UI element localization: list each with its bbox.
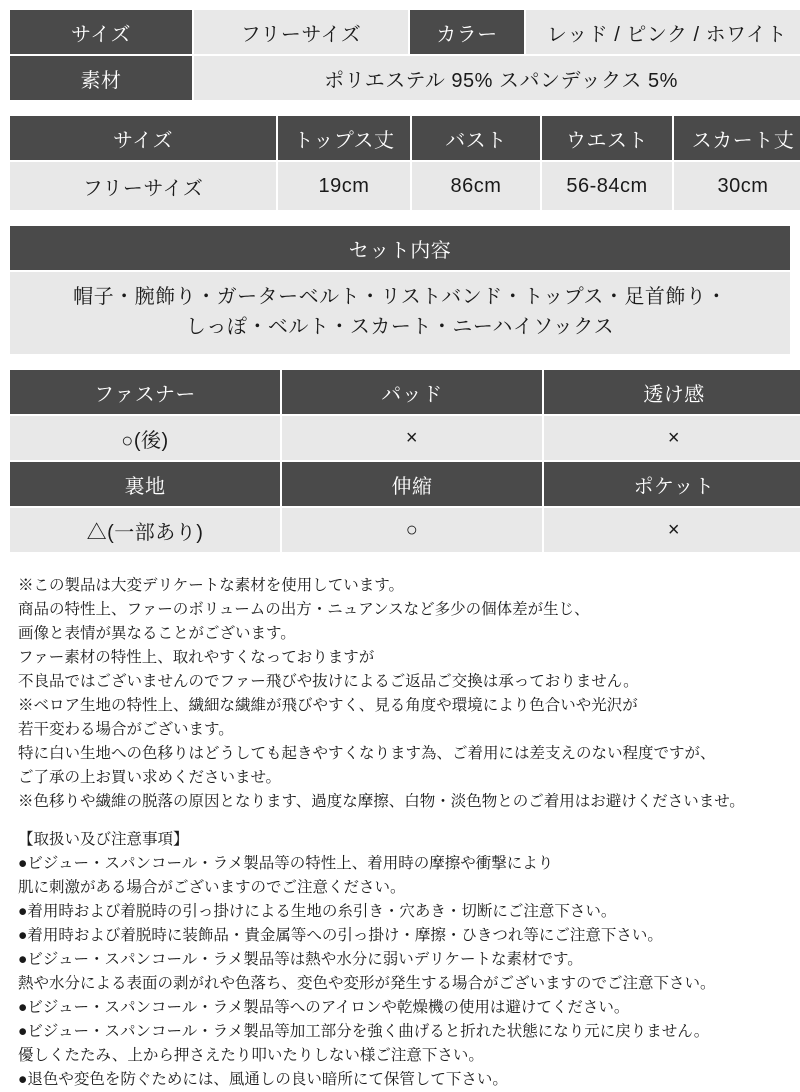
detail-header-zipper: ファスナー xyxy=(9,369,281,415)
size-header-bust: バスト xyxy=(411,115,541,161)
table-row xyxy=(9,161,800,211)
note-line: ●ビジュー・スパンコール・ラメ製品等へのアイロンや乾燥機の使用は避けてください。 xyxy=(18,999,630,1017)
detail-header-pocket: ポケット xyxy=(543,461,800,507)
size-table xyxy=(8,114,800,212)
note-line: ●着用時および着脱時の引っ掛けによる生地の糸引き・穴あき・切断にご注意下さい。 xyxy=(18,903,617,921)
note-line: 熱や水分による表面の剥がれや色落ち、変色や変形が発生する場合がございますのでご注意下さい。 xyxy=(18,975,716,993)
spec-value-size: フリーサイズ xyxy=(193,9,409,55)
detail-value-sheerness: × xyxy=(543,415,800,461)
detail-value-zipper: ○(後) xyxy=(9,415,281,461)
detail-table xyxy=(8,368,800,554)
size-header-waist: ウエスト xyxy=(541,115,673,161)
note-line: ●ビジュー・スパンコール・ラメ製品等加工部分を強く曲げると折れた状態になり元に戻りません。 xyxy=(18,1023,710,1041)
note-line: ●ビジュー・スパンコール・ラメ製品等は熱や水分に弱いデリケートな素材です。 xyxy=(18,951,583,969)
size-value-skirt-length: 30cm xyxy=(673,161,800,211)
spec-label-material: 素材 xyxy=(9,55,193,101)
detail-header-lining: 裏地 xyxy=(9,461,281,507)
size-value-bust: 86cm xyxy=(411,161,541,211)
size-value-waist: 56-84cm xyxy=(541,161,673,211)
detail-header-sheerness: 透け感 xyxy=(543,369,800,415)
table-row xyxy=(9,55,800,101)
note-line: ※この製品は大変デリケートな素材を使用しています。 xyxy=(18,577,404,594)
note-line: 不良品ではございませんのでファー飛びや抜けによるご返品ご交換は承っておりません。 xyxy=(18,673,639,691)
note-line: ご了承の上お買い求めくださいませ。 xyxy=(18,769,282,787)
size-value-tops-length: 19cm xyxy=(277,161,411,211)
note-line: ※色移りや繊維の脱落の原因となります、過度な摩擦、白物・淡色物とのご着用はお避けくださいませ。 xyxy=(18,793,745,811)
note-line: ●退色や変色を防ぐためには、風通しの良い暗所にて保管して下さい。 xyxy=(18,1071,508,1089)
detail-value-lining: △(一部あり) xyxy=(9,507,281,553)
table-header-row xyxy=(9,461,800,507)
size-header-skirt-length: スカート丈 xyxy=(673,115,800,161)
note-line: 若干変わる場合がございます。 xyxy=(18,721,234,739)
table-row xyxy=(9,507,800,553)
spec-value-color: レッド / ピンク / ホワイト xyxy=(525,9,800,55)
set-contents-body xyxy=(9,271,791,355)
note-line: ※ベロア生地の特性上、繊細な繊維が飛びやすく、見る角度や環境により色合いや光沢が xyxy=(18,697,638,715)
notes-section xyxy=(8,566,792,1092)
spec-table xyxy=(8,8,800,102)
note-line: ●着用時および着脱時に装飾品・貴金属等への引っ掛け・摩擦・ひきつれ等にご注意下さい。 xyxy=(18,927,663,945)
note-line: 肌に刺激がある場合がございますのでご注意ください。 xyxy=(18,879,406,897)
set-contents-line-2: しっぽ・ベルト・スカート・ニーハイソックス xyxy=(185,316,615,338)
size-header-size: サイズ xyxy=(9,115,277,161)
detail-header-stretch: 伸縮 xyxy=(281,461,543,507)
note-line: 特に白い生地への色移りはどうしても起きやすくなります為、ご着用には差支えのない程度ですが、 xyxy=(18,745,716,763)
spec-label-size: サイズ xyxy=(9,9,193,55)
size-value-size: フリーサイズ xyxy=(9,161,277,211)
spec-label-color: カラー xyxy=(409,9,525,55)
table-header-row xyxy=(9,369,800,415)
notes-handling-title: 【取扱い及び注意事項】 xyxy=(18,831,189,849)
detail-value-stretch: ○ xyxy=(281,507,543,553)
set-contents-table xyxy=(8,224,792,356)
table-header-row xyxy=(9,115,800,161)
set-contents-line-1: 帽子・腕飾り・ガーターベルト・リストバンド・トップス・足首飾り・ xyxy=(73,286,727,308)
size-header-tops-length: トップス丈 xyxy=(277,115,411,161)
note-line: ●ビジュー・スパンコール・ラメ製品等の特性上、着用時の摩擦や衝撃により xyxy=(18,855,554,873)
detail-header-pad: パッド xyxy=(281,369,543,415)
table-row xyxy=(9,9,800,55)
table-header-row xyxy=(9,225,791,271)
note-line: 優しくたたみ、上から押さえたり叩いたりしない様ご注意下さい。 xyxy=(18,1047,484,1065)
detail-value-pad: × xyxy=(281,415,543,461)
table-row xyxy=(9,415,800,461)
table-row xyxy=(9,271,791,355)
note-line: ファー素材の特性上、取れやすくなっておりますが xyxy=(18,649,375,667)
notes-block-material xyxy=(18,574,784,814)
set-contents-title: セット内容 xyxy=(9,225,791,271)
spec-value-material: ポリエステル 95% スパンデックス 5% xyxy=(193,55,800,101)
note-line: 商品の特性上、ファーのボリュームの出方・ニュアンスなど多少の個体差が生じ、 xyxy=(18,601,590,619)
note-line: 画像と表情が異なることがございます。 xyxy=(18,625,296,643)
notes-block-handling xyxy=(18,828,784,1092)
detail-value-pocket: × xyxy=(543,507,800,553)
